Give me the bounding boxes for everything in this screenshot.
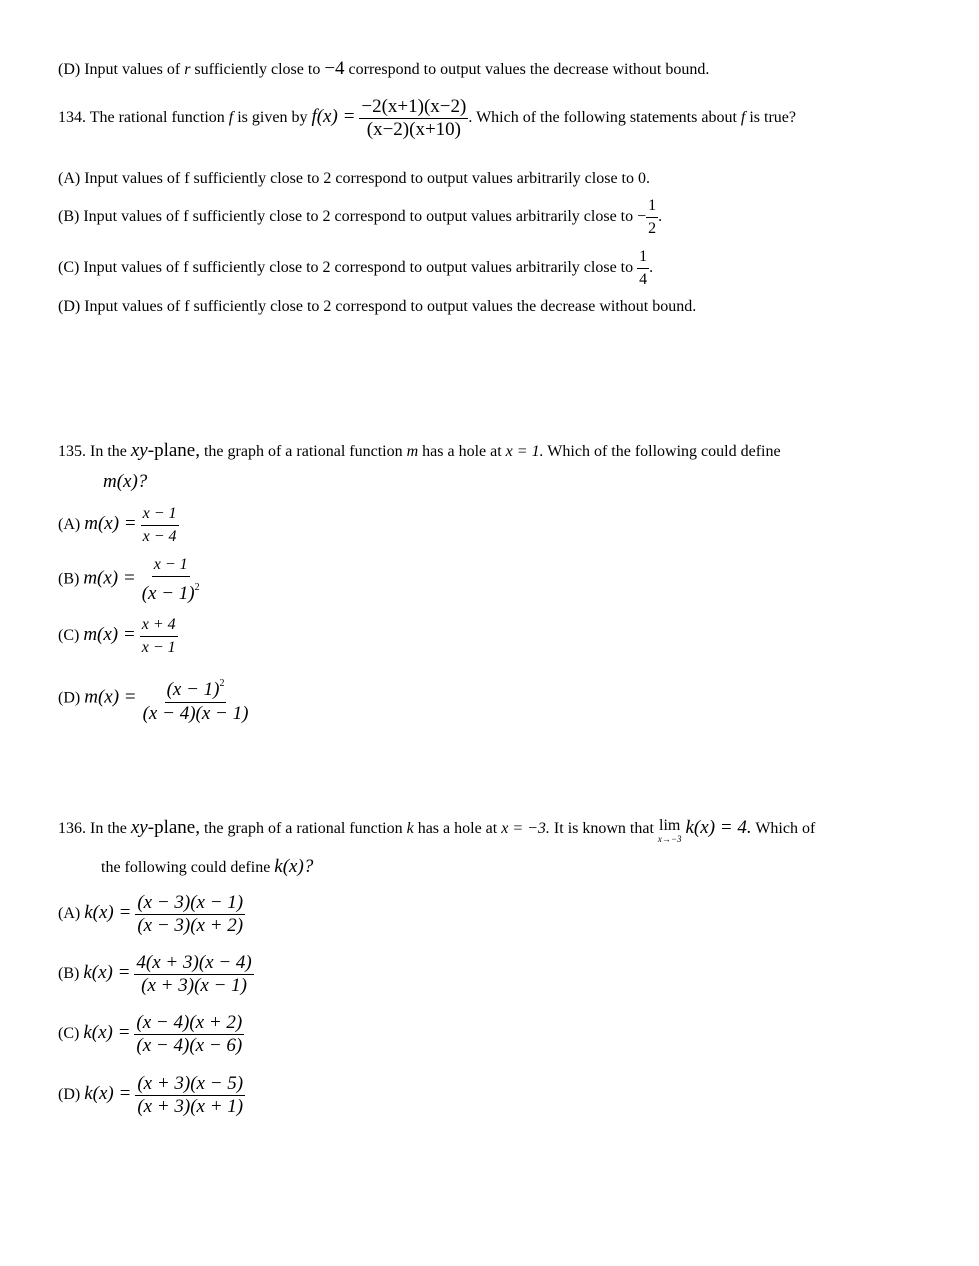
q135-xy: xy — [130, 440, 148, 461]
q133-d-var: r — [184, 61, 191, 78]
q135-c-den: x − 1 — [141, 639, 176, 656]
q136-lim: lim — [659, 817, 681, 834]
q135-plane: -plane, — [147, 440, 200, 461]
q134-c-den: 4 — [639, 271, 648, 288]
q136-lim-expr: k(x) = 4. — [685, 817, 752, 838]
q134-option-d: (D) Input values of f sufficiently close to 2 correspond to output values the decrease without bound. — [58, 298, 697, 315]
q136-xy: xy — [130, 817, 148, 838]
q136-stem — [58, 818, 815, 844]
q134-stem-prefix: 134. The rational function — [58, 109, 225, 127]
q134-stem-suffix: . Which of the following statements about — [468, 109, 737, 127]
q136-fname: k — [406, 820, 414, 837]
q136-option-a — [58, 893, 245, 936]
q136-hole: x = −3. — [501, 820, 550, 837]
q136-c-den: (x − 4)(x − 6) — [136, 1035, 243, 1056]
q136-stem-e: Which of — [755, 820, 816, 837]
q135-d-num: (x − 1) — [166, 679, 220, 700]
q135-stem-b: the graph of a rational function — [203, 443, 403, 460]
q136-a-den: (x − 3)(x + 2) — [137, 915, 244, 936]
q136-c-lhs: k(x) = — [83, 1022, 131, 1044]
q134-b-fraction — [646, 196, 658, 239]
q136-b-num: 4(x + 3)(x − 4) — [136, 952, 252, 973]
q134-fname2: f — [740, 109, 746, 127]
q135-b-lhs: m(x) = — [83, 567, 136, 589]
q136-a-label: (A) — [58, 905, 81, 923]
q134-num: −2(x+1)(x−2) — [361, 96, 467, 117]
q135-stem-d: Which of the following could define — [547, 443, 781, 460]
q136-b-label: (B) — [58, 965, 80, 983]
q136-d-label: (D) — [58, 1086, 81, 1104]
q134-option-c: (C) Input values of f sufficiently close to 2 correspond to output values arbitrarily close to $\frac{1}{4}$ . — [58, 248, 654, 288]
q136-b-den: (x + 3)(x − 1) — [141, 975, 247, 996]
q135-stem-c: has a hole at — [422, 443, 502, 460]
q136-d-den: (x + 3)(x + 1) — [137, 1096, 244, 1117]
q134-c-text: (C) Input values of f sufficiently close to 2 correspond to output values arbitrarily close to — [58, 259, 634, 277]
q135-option-b — [58, 555, 202, 605]
q135-a-num: x − 1 — [141, 504, 179, 526]
q136-d-lhs: k(x) = — [84, 1083, 132, 1105]
q135-a-fraction — [141, 504, 179, 547]
q135-b-den-sup: 2 — [194, 582, 200, 593]
q135-option-d — [58, 674, 250, 724]
q135-c-num: x + 4 — [140, 615, 178, 637]
q135-b-den: (x − 1) — [141, 583, 195, 604]
q135-mx — [103, 472, 147, 493]
q135-stem-a: 135. In the — [58, 443, 127, 460]
q136-b-lhs: k(x) = — [83, 962, 131, 984]
q133-d-mid: sufficiently close to — [194, 61, 321, 78]
q135-hole: x = 1. — [505, 443, 544, 460]
q136-stem-f: the following could define — [101, 859, 271, 876]
q135-d-den: (x − 4)(x − 1) — [142, 703, 249, 724]
q136-stem-line2 — [101, 857, 313, 878]
q135-c-lhs: m(x) = — [83, 624, 136, 646]
q136-option-d — [58, 1074, 245, 1117]
q135-c-fraction — [140, 615, 178, 658]
q135-d-num-sup: 2 — [219, 678, 225, 689]
q134-stem — [58, 97, 796, 140]
q136-c-label: (C) — [58, 1025, 80, 1043]
q135-mx-text: m(x)? — [103, 471, 148, 492]
q136-kx: k(x)? — [274, 856, 314, 877]
q136-option-b — [58, 953, 254, 996]
q136-stem-d: It is known that — [553, 820, 654, 837]
q136-a-lhs: k(x) = — [84, 902, 132, 924]
q133-d-suffix: correspond to output values the decrease without bound. — [348, 61, 710, 78]
q133-d-prefix: (D) Input values of — [58, 61, 181, 78]
q134-den: (x−2)(x+10) — [366, 119, 461, 140]
q135-c-label: (C) — [58, 627, 80, 645]
q134-b-den: 2 — [648, 220, 657, 237]
q134-is-true: is true? — [749, 109, 797, 127]
q136-a-fraction — [135, 893, 245, 936]
q134-lhs: f(x) = — [311, 106, 356, 128]
q135-a-lhs: m(x) = — [84, 513, 137, 535]
q134-c-num: 1 — [637, 247, 649, 269]
q136-option-c — [58, 1013, 244, 1056]
q136-c-fraction — [134, 1013, 244, 1056]
q136-stem-a: 136. In the — [58, 820, 127, 837]
q135-option-a — [58, 504, 179, 547]
q133-d-val: −4 — [324, 58, 345, 79]
q135-b-fraction — [140, 555, 202, 605]
q134-b-text: (B) Input values of f sufficiently close to 2 correspond to output values arbitrarily close to — [58, 208, 634, 226]
q136-stem-b: the graph of a rational function — [203, 820, 403, 837]
q134-option-a: (A) Input values of f sufficiently close to 2 correspond to output values arbitrarily close to 0. — [58, 170, 650, 187]
q136-stem-c: has a hole at — [417, 820, 498, 837]
q134-b-num: 1 — [646, 196, 658, 218]
q135-b-label: (B) — [58, 570, 80, 588]
q135-b-num: x − 1 — [152, 555, 190, 577]
q135-a-label: (A) — [58, 516, 81, 534]
q136-c-num: (x − 4)(x + 2) — [136, 1012, 243, 1033]
q135-d-fraction — [141, 674, 251, 724]
q136-a-num: (x − 3)(x − 1) — [137, 892, 244, 913]
q134-option-b: (B) Input values of f sufficiently close to 2 correspond to output values arbitrarily close to − $\frac{1}{2}$ . — [58, 197, 663, 237]
q136-d-num: (x + 3)(x − 5) — [137, 1073, 244, 1094]
q135-stem — [58, 441, 781, 462]
q135-fname: m — [406, 443, 419, 460]
q136-b-fraction — [134, 953, 253, 996]
q135-d-label: (D) — [58, 689, 81, 707]
q134-c-fraction — [637, 247, 649, 290]
q135-option-c — [58, 615, 178, 658]
q136-plane: -plane, — [147, 817, 200, 838]
q136-limit — [658, 818, 682, 844]
q133-option-d — [58, 59, 709, 80]
q134-fname: f — [228, 109, 234, 127]
q134-given-by: is given by — [237, 109, 308, 127]
q136-lim-sub: x→−3 — [657, 834, 682, 844]
q136-d-fraction — [135, 1074, 245, 1117]
q134-fraction — [359, 97, 468, 140]
q135-a-den: x − 4 — [142, 528, 177, 545]
q135-d-lhs: m(x) = — [84, 686, 137, 708]
q134-b-sign: − — [637, 208, 647, 226]
